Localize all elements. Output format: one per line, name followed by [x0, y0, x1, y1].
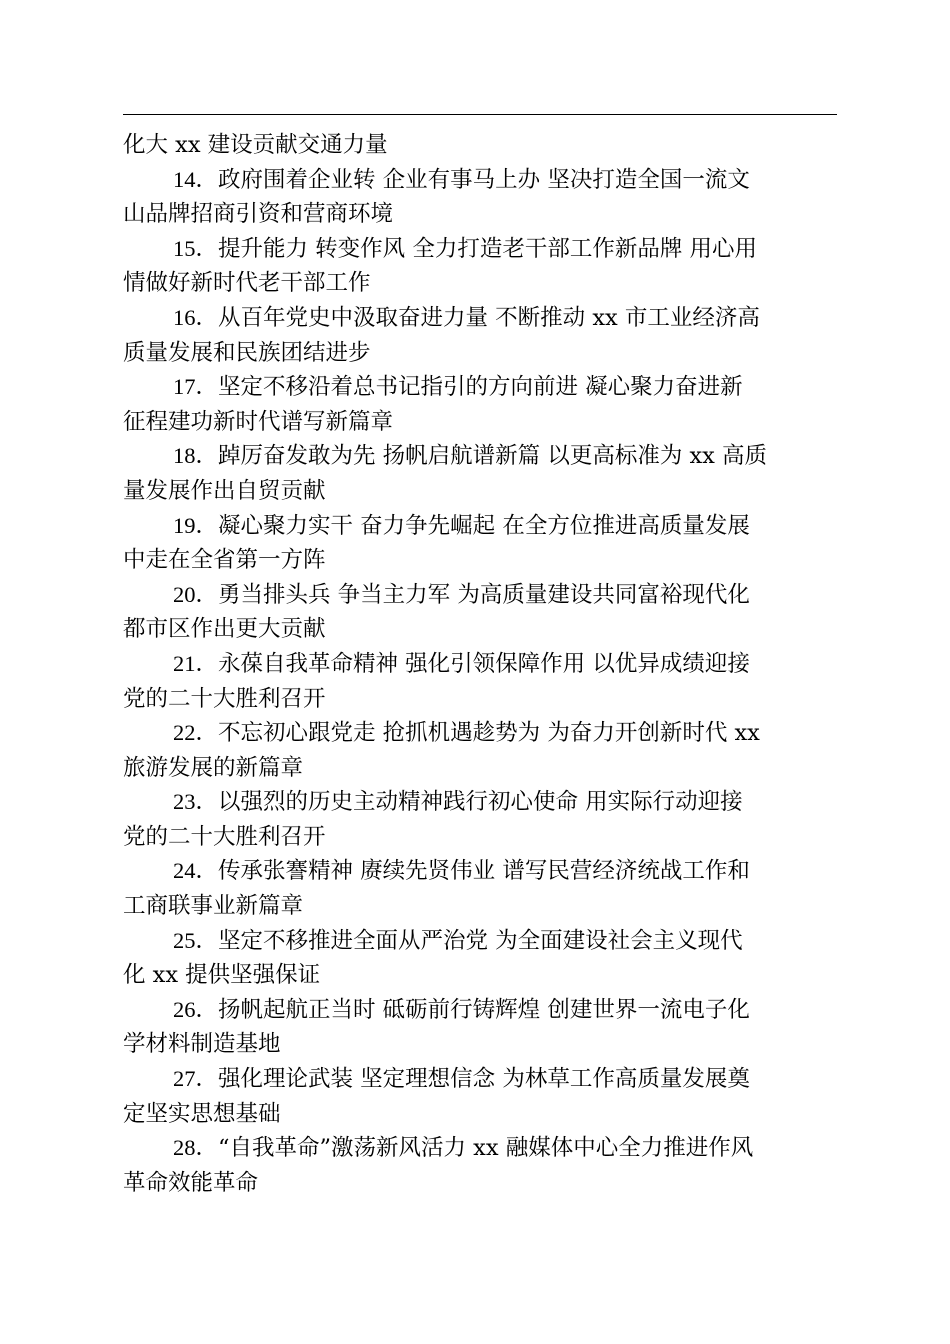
- item-text: 勇当排头兵 争当主力军 为高质量建设共同富裕现代化: [218, 581, 750, 608]
- item-text: 政府围着企业转 企业有事马上办 坚决打造全国一流文: [218, 166, 750, 193]
- item-text: 传承张謇精神 赓续先贤伟业 谱写民营经济统战工作和: [218, 858, 750, 885]
- item-number: 24．: [173, 858, 219, 884]
- item-number: 18．: [173, 443, 219, 469]
- item-text: 以强烈的历史主动精神践行初心使命 用实际行动迎接: [218, 789, 743, 816]
- list-item-first-line: [123, 509, 837, 544]
- list-item-first-line: [123, 232, 837, 267]
- list-item-first-line: [123, 1062, 837, 1097]
- list-item: [123, 854, 837, 923]
- item-text: 扬帆起航正当时 砥砺前行铸辉煌 创建世界一流电子化: [218, 996, 750, 1023]
- item-text: 坚定不移推进全面从严治党 为全面建设社会主义现代: [218, 927, 743, 954]
- list-item: [123, 232, 837, 301]
- item-text: 坚定不移沿着总书记指引的方向前进 凝心聚力奋进新: [218, 374, 743, 401]
- list-item-continuation-line: 情做好新时代老干部工作: [123, 270, 371, 297]
- list-item-first-line: [123, 924, 837, 959]
- list-item-first-line: [123, 578, 837, 613]
- list-item-first-line: [123, 854, 837, 889]
- item-number: 26．: [173, 996, 219, 1022]
- list-item-first-line: [123, 301, 837, 336]
- list-item-first-line: [123, 163, 837, 198]
- item-number: 15．: [173, 235, 219, 261]
- list-item-continuation-line: 学材料制造基地: [123, 1031, 281, 1058]
- item-text: 提升能力 转变作风 全力打造老干部工作新品牌 用心用: [218, 235, 757, 262]
- item-text: 强化理论武装 坚定理想信念 为林草工作高质量发展奠: [218, 1066, 750, 1093]
- list-item-continuation-line: 党的二十大胜利召开: [123, 685, 326, 712]
- list-item-continuation-line: 山品牌招商引资和营商环境: [123, 201, 394, 228]
- list-item-continuation-line: 量发展作出自贸贡献: [123, 477, 326, 504]
- header-rule: [123, 114, 837, 115]
- list-item-continuation-line: 征程建功新时代谱写新篇章: [123, 408, 394, 435]
- list-item-continuation-line: 质量发展和民族团结进步: [123, 339, 371, 366]
- list-item: [123, 716, 837, 785]
- item-text: 踔厉奋发敢为先 扬帆启航谱新篇 以更高标准为 xx 高质: [218, 443, 768, 470]
- item-number: 16．: [173, 304, 219, 330]
- item-number: 20．: [173, 581, 219, 607]
- list-item-continuation-line: 旅游发展的新篇章: [123, 754, 304, 781]
- item-number: 25．: [173, 927, 219, 953]
- list-item: [123, 301, 837, 370]
- list-item-continuation-line: 定坚实思想基础: [123, 1100, 281, 1127]
- list-item: [123, 578, 837, 647]
- list-item-first-line: [123, 1131, 837, 1166]
- item-number: 17．: [173, 374, 219, 400]
- list-item-first-line: [123, 716, 837, 751]
- list-item: [123, 647, 837, 716]
- item-number: 27．: [173, 1066, 219, 1092]
- list-item-continuation-line: 革命效能革命: [123, 1169, 259, 1196]
- item-text: 凝心聚力实干 奋力争先崛起 在全方位推进高质量发展: [218, 512, 750, 539]
- list-item: [123, 993, 837, 1062]
- document-body: [123, 128, 837, 1200]
- list-item: [123, 509, 837, 578]
- list-item: [123, 785, 837, 854]
- item-text: 不忘初心跟党走 抢抓机遇趁势为 为奋力开创新时代 xx: [218, 720, 760, 747]
- list-item-continuation-line: 化 xx 提供坚强保证: [123, 962, 321, 989]
- item-list: [123, 163, 837, 1201]
- list-item-continuation-line: 工商联事业新篇章: [123, 893, 304, 920]
- item-number: 21．: [173, 650, 219, 676]
- list-item-first-line: [123, 993, 837, 1028]
- list-item-first-line: [123, 370, 837, 405]
- list-item-continuation-line: 党的二十大胜利召开: [123, 823, 326, 850]
- list-item: [123, 370, 837, 439]
- list-item-first-line: [123, 439, 837, 474]
- list-item: [123, 439, 837, 508]
- item-number: 23．: [173, 789, 219, 815]
- item-text: “自我革命”激荡新风活力 xx 融媒体中心全力推进作风: [218, 1135, 754, 1162]
- item-number: 22．: [173, 720, 219, 746]
- list-item-first-line: [123, 647, 837, 682]
- list-item: [123, 924, 837, 993]
- item-number: 28．: [173, 1135, 219, 1161]
- list-item-continuation-line: 中走在全省第一方阵: [123, 547, 326, 574]
- item-number: 19．: [173, 512, 219, 538]
- list-item: [123, 1062, 837, 1131]
- list-item: [123, 1131, 837, 1200]
- list-item: [123, 163, 837, 232]
- item-text: 永葆自我革命精神 强化引领保障作用 以优异成绩迎接: [218, 650, 750, 677]
- continuation-line: 化大 xx 建设贡献交通力量: [123, 132, 388, 158]
- list-item-first-line: [123, 785, 837, 820]
- list-item-continuation-line: 都市区作出更大贡献: [123, 616, 326, 643]
- item-number: 14．: [173, 166, 219, 192]
- item-text: 从百年党史中汲取奋进力量 不断推动 xx 市工业经济高: [218, 304, 760, 331]
